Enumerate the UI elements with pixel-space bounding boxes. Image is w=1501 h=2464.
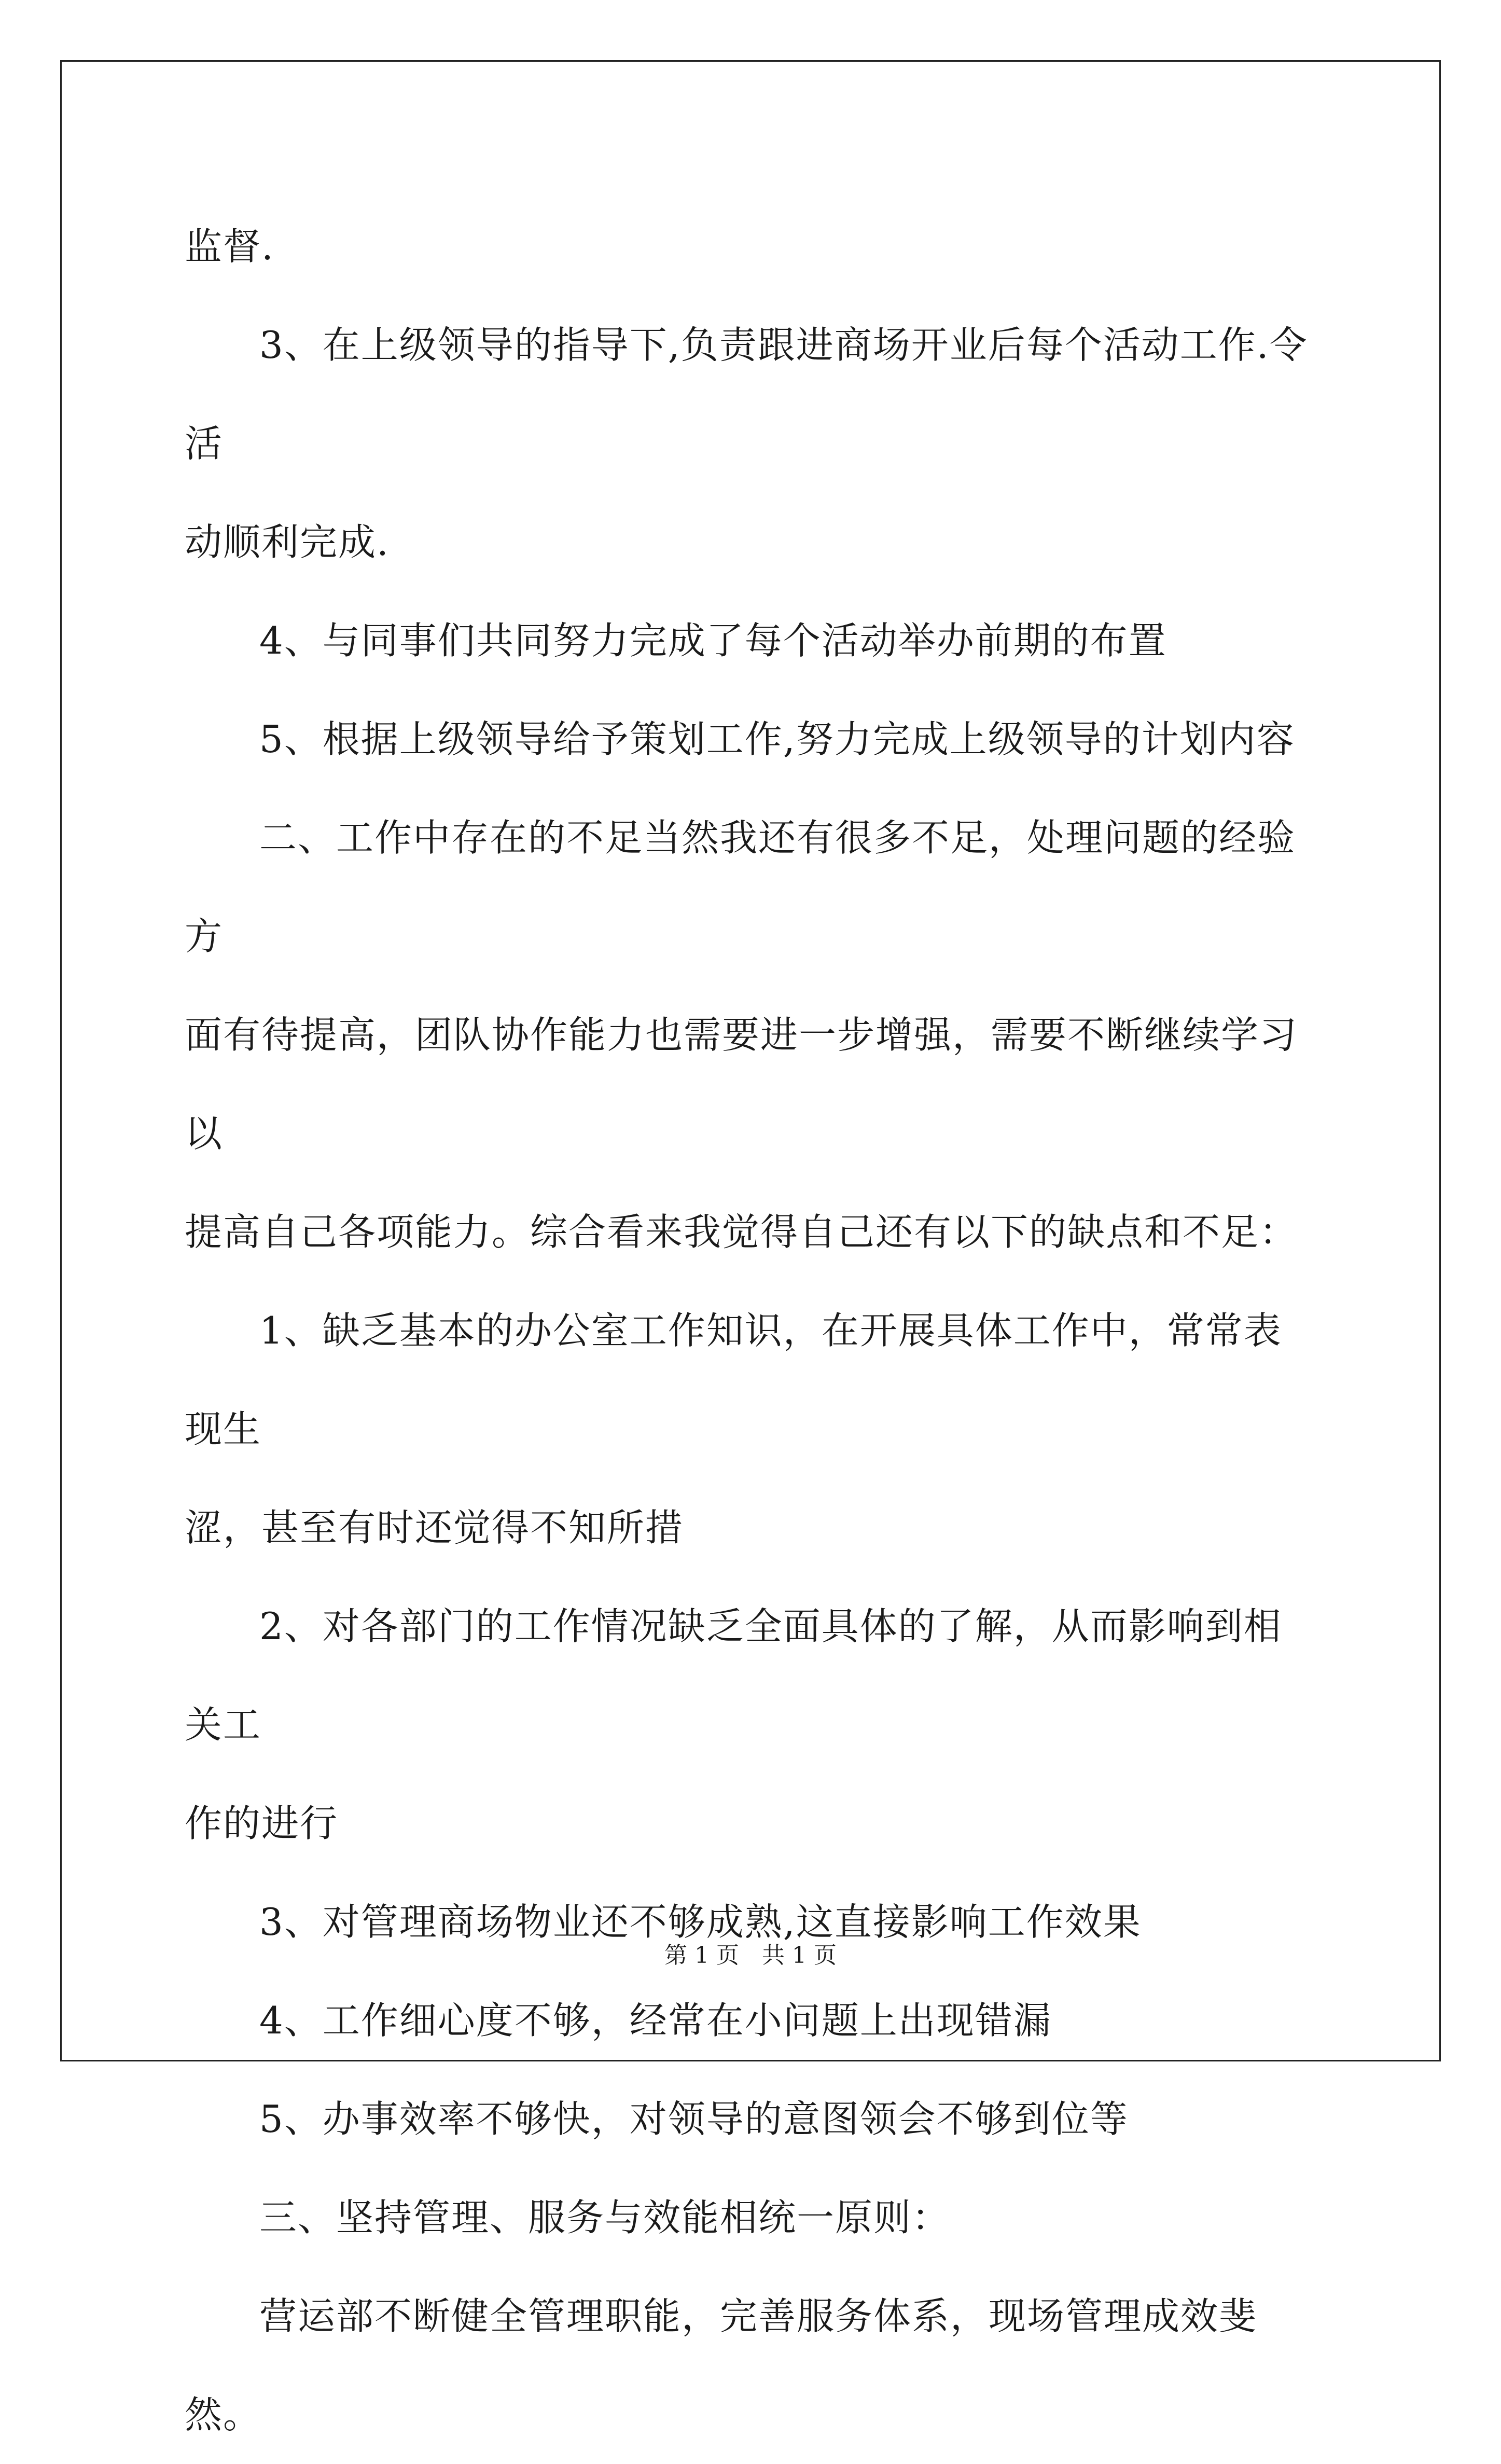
paragraph: 4、工作细心度不够，经常在小问题上出现错漏 (259, 1999, 1052, 2042)
paragraph: 营运部不断健全管理职能，完善服务体系，现场管理成效斐然。 (185, 2294, 1258, 2437)
paragraph: 二、工作中存在的不足当然我还有很多不足，处理问题的经验方 (185, 816, 1296, 958)
paragraph: 涩，甚至有时还觉得不知所措 (185, 1506, 684, 1549)
paragraph: 3、在上级领导的指导下,负责跟进商场开业后每个活动工作.令活 (185, 323, 1308, 465)
paragraph: 5、根据上级领导给予策划工作,努力完成上级领导的计划内容 (259, 717, 1295, 761)
paragraph: 3、对管理商场物业还不够成熟,这直接影响工作效果 (259, 1900, 1142, 1944)
paragraph: 提高自己各项能力。综合看来我觉得自己还有以下的缺点和不足： (185, 1210, 1298, 1254)
paragraph: 1、缺乏基本的办公室工作知识，在开展具体工作中，常常表现生 (185, 1309, 1282, 1451)
paragraph: 三、坚持管理、服务与效能相统一原则： (259, 2196, 951, 2239)
paragraph: 作的进行 (185, 1802, 339, 1845)
paragraph: 面有待提高，团队协作能力也需要进一步增强，需要不断继续学习以 (185, 1013, 1298, 1155)
paragraph: 动顺利完成. (185, 520, 390, 564)
paragraph: 5、办事效率不够快，对领导的意图领会不够到位等 (259, 2097, 1129, 2141)
paragraph: 监督. (185, 225, 274, 268)
document-body (185, 197, 1316, 2464)
paragraph: 4、与同事们共同努力完成了每个活动举办前期的布置 (259, 619, 1167, 662)
page-number-footer: 第 1 页 共 1 页 (664, 1942, 837, 1969)
paragraph: 2、对各部门的工作情况缺乏全面具体的了解，从而影响到相关工 (185, 1604, 1282, 1747)
